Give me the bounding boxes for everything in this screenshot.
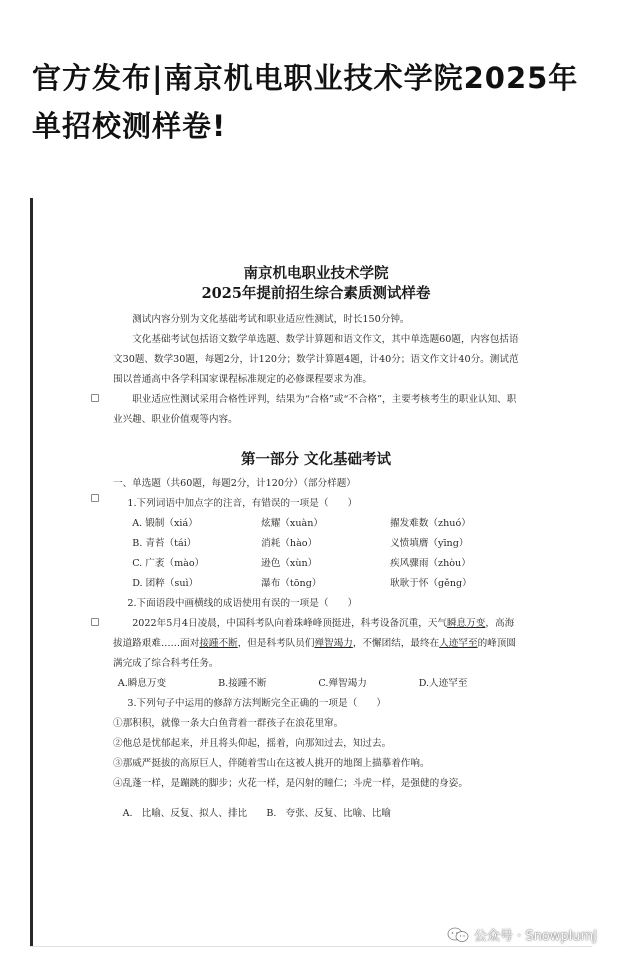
option-text: 耿耿于怀（gěng） xyxy=(390,578,472,589)
question-1-stem: 1.下列词语中加点字的注音，有错误的一项是（ ） xyxy=(127,498,358,509)
passage-text: 的峰顶圆满完成了综合科考任务。 xyxy=(113,638,516,669)
underlined-idiom: 殚智竭力 xyxy=(314,638,353,649)
intro-paragraph: 文化基础考试包括语文数学单选题、数学计算题和语文作文，其中单选题60题，内容包括语文30题、数学30题，每题2分，计120分；数学计算题4题，计40分；语文作文计40分。测试范围以普通高中各学科国家课程标准规定的必修课程要求为准。 xyxy=(113,334,519,385)
passage-text: 2022年5月4日凌晨，中国科考队向着珠峰峰顶挺进，科考设备沉重，天气 xyxy=(132,618,448,629)
underlined-idiom: 瞬息万变 xyxy=(447,618,486,629)
passage-text: ，高海拔道路艰难……面对 xyxy=(113,618,515,649)
option-text: 义愤填膺（yīng） xyxy=(390,538,469,549)
option-text: 瀑布（tōng） xyxy=(261,578,322,589)
question-2-passage xyxy=(113,614,519,674)
binding-hole-mark xyxy=(91,394,99,402)
option-text: C.殚智竭力 xyxy=(318,678,367,689)
option-text: C. 广袤（mào） xyxy=(132,558,205,569)
question-3-options: A. 比喻、反复、拟人、排比 B. 夸张、反复、比喻、比喻 xyxy=(122,807,392,819)
question-2-options xyxy=(113,674,519,694)
question-2-stem: 2.下面语段中画横线的成语使用有误的一项是（ ） xyxy=(127,598,358,609)
intro-paragraph: 职业适应性测试采用合格性评判，结果为“合格”或“不合格”，主要考核考生的职业认知、职业兴趣、职业价值观等内容。 xyxy=(113,394,517,425)
option-text: 消耗（hào） xyxy=(261,538,318,549)
doc-title-school: 南京机电职业技术学院 xyxy=(243,265,389,282)
question-3-item: ①那积积，就像一条大白鱼背着一群孩子在浪花里窜。 xyxy=(113,718,344,729)
underlined-idiom: 人迹罕至 xyxy=(439,638,478,649)
question-1-options xyxy=(113,514,519,594)
option-text: D. 团粹（suì） xyxy=(132,578,199,589)
intro-paragraph: 测试内容分别为文化基础考试和职业适应性测试，时长150分钟。 xyxy=(132,314,410,325)
question-3-item: ②他总是忧郁起来，并且将头仰起，摇着，向那知过去，知过去。 xyxy=(113,738,392,749)
question-3-item: ③那威严挺拔的高原巨人，伴随着雪山在这被人挑开的地图上描摹着作响。 xyxy=(113,758,430,769)
option-text: B. 青苔（tái） xyxy=(132,538,197,549)
binding-hole-mark xyxy=(91,494,99,502)
part-heading: 一、单选题（共60题，每题2分，计120分）（部分样题） xyxy=(113,478,356,489)
option-text: D.人迹罕至 xyxy=(418,678,468,689)
exam-paper-image xyxy=(30,198,595,946)
doc-title-exam: 2025年提前招生综合素质测试样卷 xyxy=(201,285,431,302)
watermark-text: 公众号 · SnowplumJ xyxy=(473,929,597,944)
question-3-item: ④乱蓬一样，是蹦跳的脚步；火花一样，是闪射的瞳仁；斗虎一样，是强健的身姿。 xyxy=(113,778,468,789)
binding-hole-mark xyxy=(91,618,99,626)
option-text: 疾风骤雨（zhòu） xyxy=(390,558,471,569)
option-text: 擢发难数（zhuó） xyxy=(390,518,471,529)
underlined-idiom: 接踵不断 xyxy=(199,638,238,649)
wechat-watermark xyxy=(447,925,597,944)
wechat-icon xyxy=(447,927,469,943)
option-text: B.接踵不断 xyxy=(218,678,267,689)
article-headline: 官方发布|南京机电职业技术学院2025年单招校测样卷! xyxy=(32,61,579,143)
section-title: 第一部分 文化基础考试 xyxy=(240,451,392,468)
option-text: 炫耀（xuàn） xyxy=(261,518,323,529)
option-text: A. 锻制（xiá） xyxy=(132,518,198,529)
exam-paper-content xyxy=(113,264,519,833)
divider xyxy=(30,946,592,947)
question-3-stem: 3.下列句子中运用的修辞方法判断完全正确的一项是（ ） xyxy=(127,698,386,709)
passage-text: ，不懈团结，最终在 xyxy=(352,638,440,649)
option-text: 逊色（xùn） xyxy=(261,558,318,569)
option-text: A.瞬息万变 xyxy=(117,678,167,689)
passage-text: ，但是科考队员们 xyxy=(237,638,315,649)
